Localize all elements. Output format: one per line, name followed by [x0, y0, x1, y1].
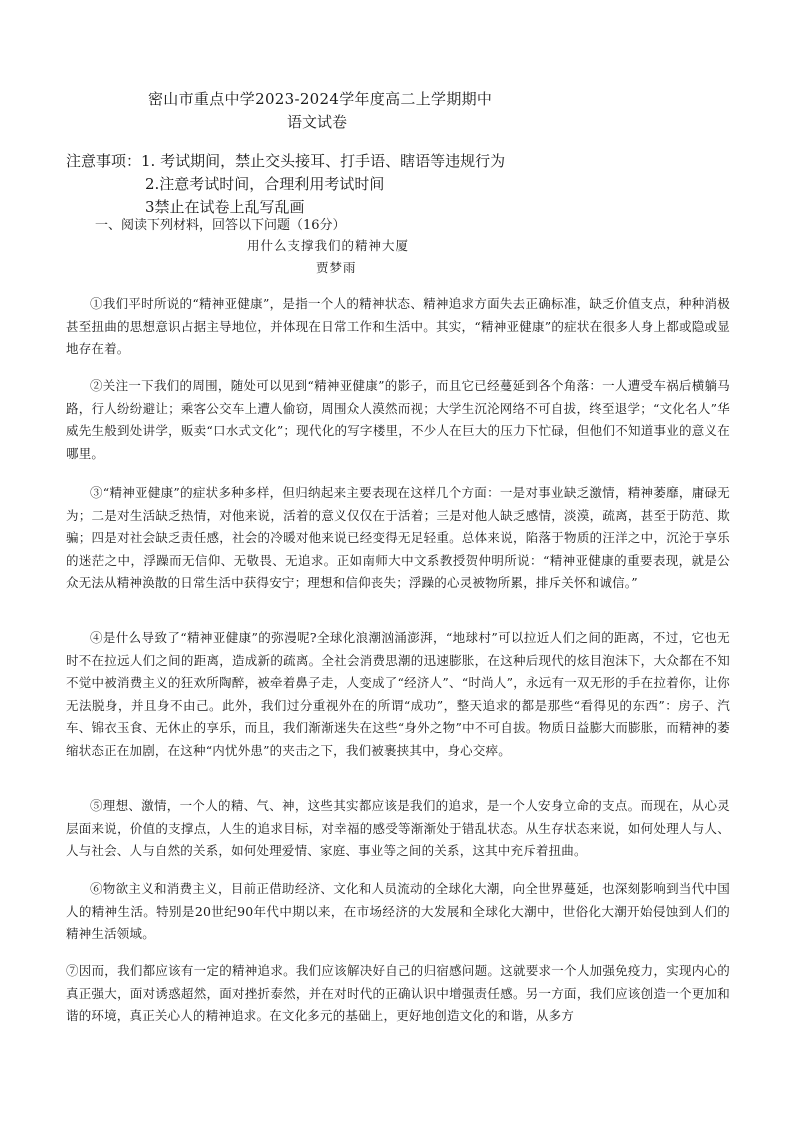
exam-title: 密山市重点中学2023-2024学年度高二上学期期中: [148, 90, 493, 108]
paragraph-5: ⑤理想、激情，一个人的精、气、神，这些其实都应该是我们的追求，是一个人安身立命的支点。而现在，从心灵层面来说，价值的支撑点，人生的追求目标，对幸福的感受等渐渐处于错乱状态。从生存状态来说，如何处理人与人、人与社会、人与自然的关系，如何处理爱情、家庭、事业等之间的关系，这其中充斥着扭曲。: [66, 798, 730, 859]
paragraph-7: ⑦因而，我们都应该有一定的精神追求。我们应该解决好自己的归宿感问题。这就要求一个人加强免疫力，实现内心的真正强大，面对诱惑超然，面对挫折泰然，并在对时代的正确认识中增强责任感。另一方面，我们应该创造一个更加和谐的环境，真正关心人的精神追求。在文化多元的基础上，更好地创造文化的和谐，从多方: [66, 963, 730, 1024]
exam-subtitle: 语文试卷: [287, 113, 348, 131]
notice-item-2: 2.注意考试时间，合理利用考试时间: [145, 175, 385, 193]
paragraph-1: ①我们平时所说的“精神亚健康”，是指一个人的精神状态、精神追求方面失去正确标准，缺乏价值支点，种种消极甚至扭曲的思想意识占据主导地位，并体现在日常工作和生活中。其实，“精神亚健康”的症状在很多人身上都或隐或显地存在着。: [66, 296, 730, 357]
section-heading: 一、阅读下列材料，回答以下问题（16分）: [95, 218, 346, 233]
article-title: 用什么支撑我们的精神大厦: [247, 238, 410, 253]
article-author: 贾梦雨: [316, 260, 357, 275]
notice-block: [66, 150, 505, 219]
paragraph-2: ②关注一下我们的周围，随处可以见到“精神亚健康”的影子，而且它已经蔓延到各个角落：一人遭受车祸后横躺马路，行人纷纷避让；乘客公交车上遭人偷窃，周围众人漠然而视；大学生沉沦网络不可自拔，终至退学；“文化名人”华威先生般到处讲学，贩卖“口水式文化”；现代化的写字楼里，不少人在巨大的压力下忙碌，但他们不知道事业的意义在哪里。: [66, 378, 730, 461]
notice-item-1: 1. 考试期间，禁止交头接耳、打手语、瞎语等违规行为: [141, 152, 506, 170]
notice-label: 注意事项：: [66, 152, 142, 170]
paragraph-4: ④是什么导致了“精神亚健康”的弥漫呢?全球化浪潮汹涌澎湃，“地球村”可以拉近人们之间的距离，不过，它也无时不在拉远人们之间的距离，造成新的疏离。全社会消费思潮的迅速膨胀，在这种后现代的炫目泡沫下，大众都在不知不觉中被消费主义的狂欢所陶醉，被牵着鼻子走，人变成了“经济人”、“时尚人”，永远有一双无形的手在拉着你，让你无法脱身，并且身不由己。此外，我们过分重视外在的所谓“成功”，整天追求的都是那些“看得见的东西”：房子、汽车、锦衣玉食、无休止的享乐，而且，我们渐渐迷失在这些“身外之物”中不可自拔。物质日益膨大而膨胀，而精神的萎缩状态正在加剧，在这种“内忧外患”的夹击之下，我们被裹挟其中，身心交瘁。: [66, 630, 730, 758]
notice-item-3: 3禁止在试卷上乱写乱画: [145, 198, 305, 216]
paragraph-6: ⑥物欲主义和消费主义，目前正借助经济、文化和人员流动的全球化大潮，向全世界蔓延，也深刻影响到当代中国人的精神生活。特别是20世纪90年代中期以来，在市场经济的大发展和全球化大潮中，世俗化大潮开始侵蚀到人们的精神生活领域。: [66, 881, 730, 942]
paragraph-3: ③“精神亚健康”的症状多种多样，但归纳起来主要表现在这样几个方面：一是对事业缺乏激情，精神萎靡，庸碌无为；二是对生活缺乏热情，对他来说，活着的意义仅仅在于活着；三是对他人缺乏感情，淡漠，疏离，甚至于防范、欺骗；四是对社会缺乏责任感，社会的冷暖对他来说已经变得无足轻重。总体来说，陷落于物质的汪洋之中，沉沦于享乐的迷茫之中，浮躁而无信仰、无敬畏、无追求。正如南师大中文系教授贺仲明所说：“精神亚健康的重要表现，就是公众无法从精神涣散的日常生活中获得安宁；理想和信仰丧失；浮躁的心灵被物所累，排斥关怀和诚信。”: [66, 485, 730, 591]
notice-row-1: [66, 150, 505, 173]
